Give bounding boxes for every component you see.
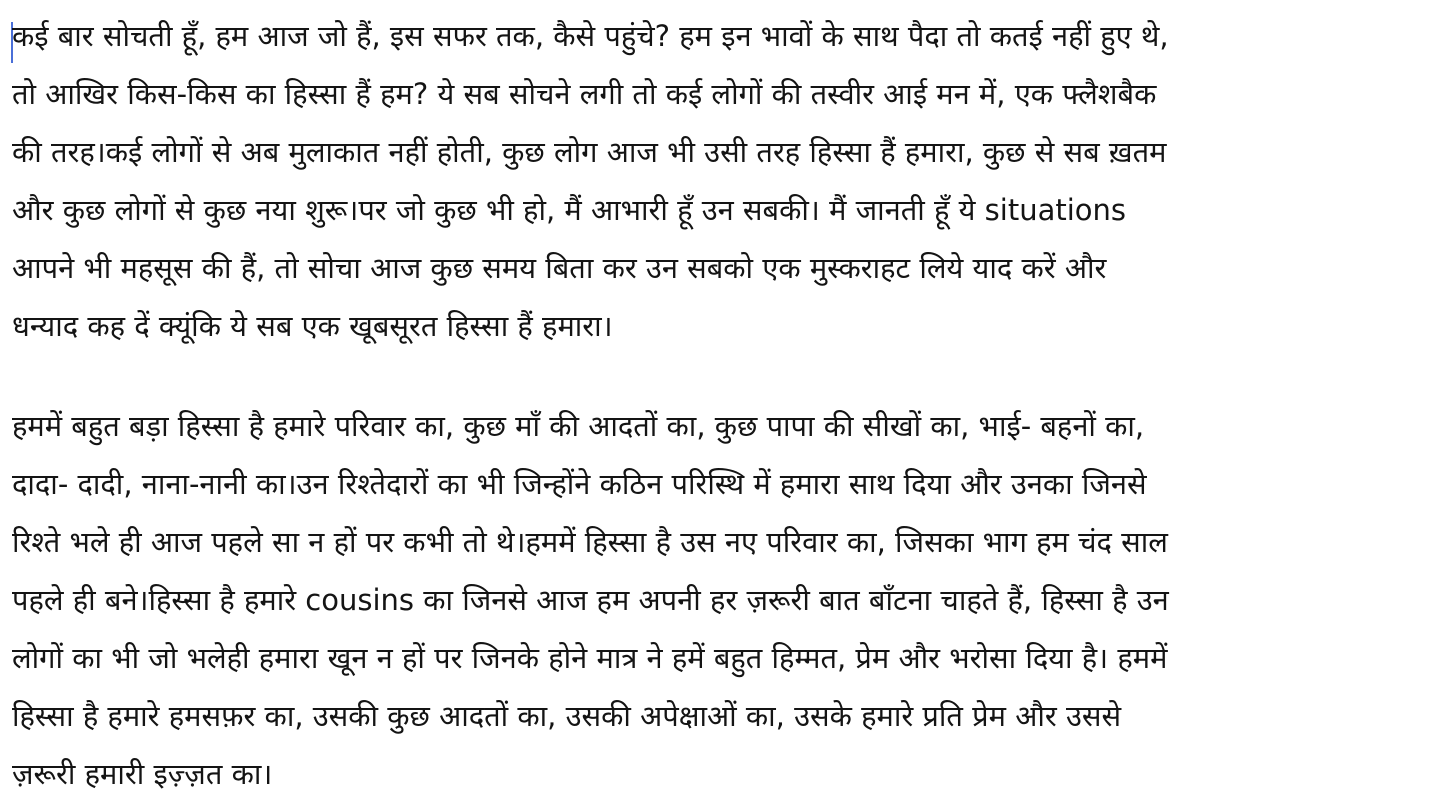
text-line: हिस्सा है हमारे हमसफ़र का, उसकी कुछ आदतों का, उसकी अपेक्षाओं का, उसके हमारे प्रति प्रेम और उससे [12, 699, 1122, 733]
text-line: धन्याद कह दें क्यूंकि ये सब एक खूबसूरत हिस्सा हैं हमारा। [12, 309, 613, 343]
text-line: रिश्ते भले ही आज पहले सा न हों पर कभी तो थे।हममें हिस्सा है उस नए परिवार का, जिसका भाग हम चंद साल [12, 525, 1168, 559]
text-line: हममें बहुत बड़ा हिस्सा है हमारे परिवार का, कुछ माँ की आदतों का, कुछ पापा की सीखों का, भाई- बहनों का, [12, 409, 1145, 443]
text-line: आपने भी महसूस की हैं, तो सोचा आज कुछ समय बिता कर उन सबको एक मुस्कराहट लिये याद करें और [12, 251, 1107, 285]
text-line: और कुछ लोगों से कुछ नया शुरू।पर जो कुछ भी हो, मैं आभारी हूँ उन सबकी। मैं जानती हूँ ये situations [12, 193, 1127, 227]
paragraph-2[interactable] [12, 397, 1169, 803]
text-line: ज़रूरी हमारी इज़्ज़त का। [12, 757, 273, 791]
text-line: की तरह।कई लोगों से अब मुलाकात नहीं होती, कुछ लोग आज भी उसी तरह हिस्सा हैं हमारा, कुछ से सब ख़तम [12, 135, 1167, 169]
text-line: पहले ही बने।हिस्सा है हमारे cousins का जिनसे आज हम अपनी हर ज़रूरी बात बाँटना चाहते हैं, हिस्सा है उन [12, 583, 1169, 617]
text-line: दादा- दादी, नाना-नानी का।उन रिश्तेदारों का भी जिन्होंने कठिन परिस्थि में हमारा साथ दिया और उनका जिनसे [12, 467, 1147, 501]
text-line: लोगों का भी जो भलेही हमारा खून न हों पर जिनके होने मात्र ने हमें बहुत हिम्मत, प्रेम और भरोसा दिया है। हममें [12, 641, 1168, 675]
text-line: तो आखिर किस-किस का हिस्सा हैं हम? ये सब सोचने लगी तो कई लोगों की तस्वीर आई मन में, एक फ्लैशबैक [12, 77, 1157, 111]
text-line: कई बार सोचती हूँ, हम आज जो हैं, इस सफर तक, कैसे पहुंचे? हम इन भावों के साथ पैदा तो कतई नहीं हुए थे, [12, 19, 1169, 53]
paragraph-1[interactable] [12, 7, 1169, 355]
